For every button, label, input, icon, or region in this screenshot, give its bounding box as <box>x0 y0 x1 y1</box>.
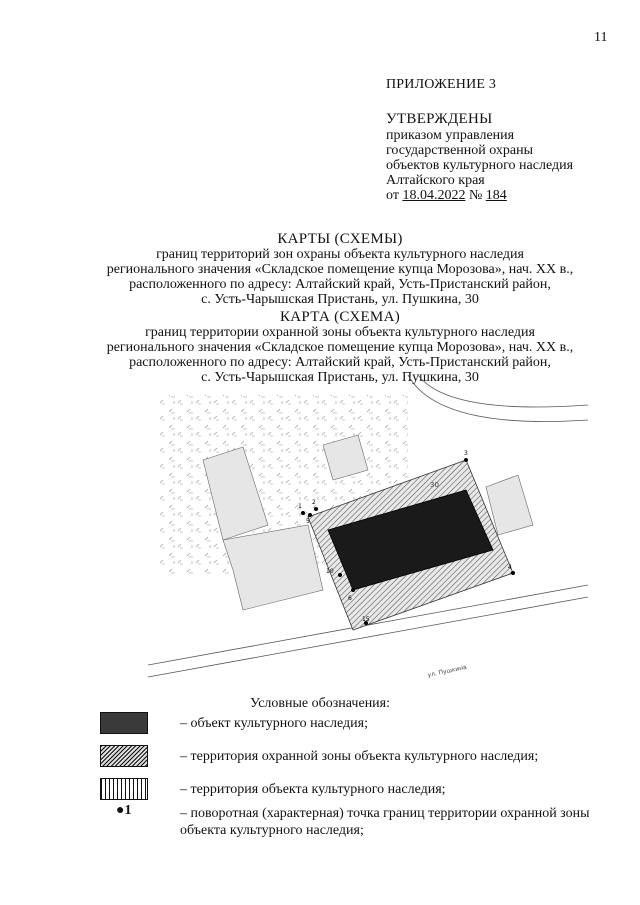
approval-heading: УТВЕРЖДЕНЫ <box>386 111 493 127</box>
maps-line: регионального значения «Складское помещение купца Морозова», нач. XX в., <box>106 262 574 277</box>
page-number: 11 <box>594 30 608 45</box>
map-line: расположенного по адресу: Алтайский край, Усть-Пристанский район, <box>129 355 551 370</box>
boundary-point <box>308 513 312 517</box>
maps-line: границ территорий зон охраны объекта культурного наследия <box>156 247 524 262</box>
legend-text: – поворотная (характерная) точка границ территории охранной зоны объекта культурного наследия; <box>180 806 590 838</box>
legend-item-territory <box>100 778 590 804</box>
approval-line: объектов культурного наследия <box>386 158 574 173</box>
point-label: 3 <box>464 450 468 457</box>
boundary-point <box>338 573 342 577</box>
point-label: 6 <box>348 595 352 602</box>
legend-swatch-protection-zone <box>100 745 148 767</box>
appendix-label: ПРИЛОЖЕНИЕ 3 <box>386 77 497 92</box>
point-label: 10 <box>326 568 334 575</box>
map-heading-block <box>60 310 620 385</box>
point-label: 15 <box>362 616 370 623</box>
point-label: 1 <box>298 503 302 510</box>
approval-block <box>386 112 573 203</box>
approval-number: 184 <box>485 188 507 203</box>
point-label: 5 <box>306 518 310 525</box>
date-prefix: от <box>386 188 399 203</box>
point-label: 4 <box>508 564 512 571</box>
map-line: регионального значения «Складское помещение купца Морозова», нач. XX в., <box>106 340 574 355</box>
maps-heading-block <box>60 232 620 307</box>
boundary-point <box>301 511 305 515</box>
legend-item-point <box>100 802 590 842</box>
parcel-label: 30 <box>430 481 439 489</box>
approval-line: приказом управления <box>386 128 515 143</box>
map-line: границ территории охранной зоны объекта культурного наследия <box>145 325 535 340</box>
map-line: с. Усть-Чарышская Пристань, ул. Пушкина, 30 <box>201 370 479 385</box>
legend-title: Условные обозначения: <box>249 696 391 711</box>
legend-item-object <box>100 712 590 738</box>
maps-line: с. Усть-Чарышская Пристань, ул. Пушкина, 30 <box>201 292 479 307</box>
legend-item-protection-zone <box>100 745 590 771</box>
maps-title: КАРТЫ (СХЕМЫ) <box>277 231 403 247</box>
legend-point-symbol: ●1 <box>116 803 132 818</box>
legend-swatch-territory <box>100 778 148 800</box>
approval-line: государственной охраны <box>386 143 534 158</box>
boundary-point <box>314 507 318 511</box>
approval-line: Алтайского края <box>386 173 485 188</box>
legend-swatch-object <box>100 712 148 734</box>
site-map <box>148 375 588 685</box>
street-label: ул. Пушкина <box>426 663 468 679</box>
approval-date-line <box>386 188 573 203</box>
number-sign: № <box>468 188 483 203</box>
approval-date: 18.04.2022 <box>402 188 466 203</box>
legend-text: – территория объекта культурного наследия; <box>180 782 446 797</box>
road-curve <box>408 375 588 422</box>
boundary-point <box>511 571 515 575</box>
road-curve <box>418 375 588 407</box>
boundary-point <box>351 588 355 592</box>
map-title: КАРТА (СХЕМА) <box>279 309 401 325</box>
boundary-point <box>464 458 468 462</box>
maps-line: расположенного по адресу: Алтайский край, Усть-Пристанский район, <box>129 277 551 292</box>
point-label: 2 <box>312 499 316 506</box>
building-outline <box>223 525 323 610</box>
legend-text: – объект культурного наследия; <box>180 716 368 731</box>
legend-text: – территория охранной зоны объекта культурного наследия; <box>180 749 539 764</box>
